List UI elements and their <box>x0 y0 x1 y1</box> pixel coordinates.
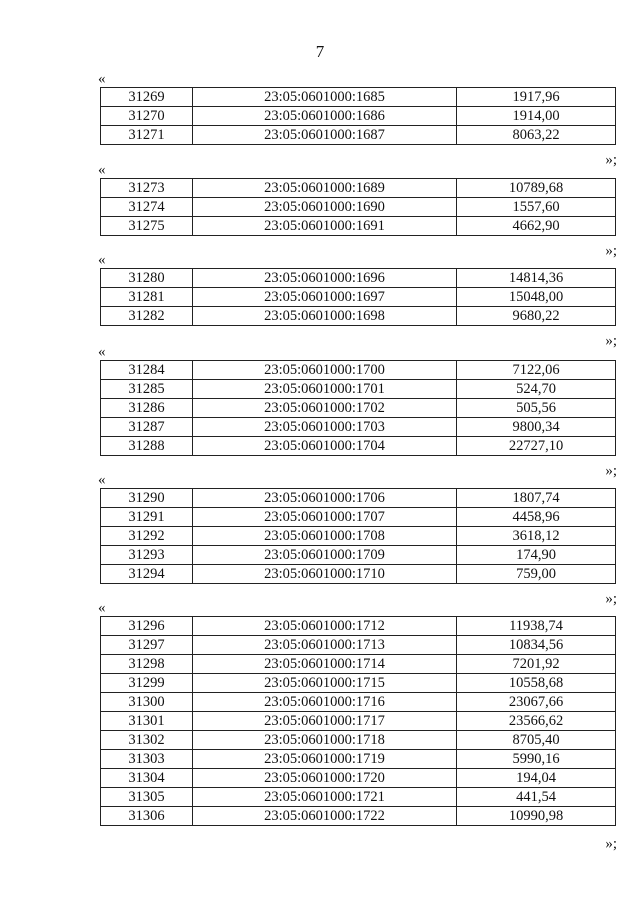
table-row <box>101 380 616 399</box>
table-row <box>101 126 616 145</box>
table-block <box>100 253 615 349</box>
table-row <box>101 179 616 198</box>
data-table <box>100 616 616 826</box>
parcel-number: 31269 <box>101 88 193 107</box>
value-cell: 505,56 <box>457 399 616 418</box>
close-quote: »; <box>605 152 617 168</box>
table-row <box>101 88 616 107</box>
table-row <box>101 288 616 307</box>
value-cell: 194,04 <box>457 769 616 788</box>
parcel-number: 31275 <box>101 217 193 236</box>
parcel-number: 31280 <box>101 269 193 288</box>
cadastral-number: 23:05:0601000:1722 <box>193 807 457 826</box>
cadastral-number: 23:05:0601000:1714 <box>193 655 457 674</box>
cadastral-number: 23:05:0601000:1707 <box>193 508 457 527</box>
value-cell: 10558,68 <box>457 674 616 693</box>
close-quote: »; <box>605 836 617 852</box>
cadastral-number: 23:05:0601000:1697 <box>193 288 457 307</box>
table-row <box>101 399 616 418</box>
open-quote: « <box>98 252 106 268</box>
open-quote: « <box>98 71 106 87</box>
value-cell: 23566,62 <box>457 712 616 731</box>
parcel-number: 31298 <box>101 655 193 674</box>
value-cell: 524,70 <box>457 380 616 399</box>
parcel-number: 31306 <box>101 807 193 826</box>
value-cell: 3618,12 <box>457 527 616 546</box>
table-row <box>101 674 616 693</box>
cadastral-number: 23:05:0601000:1717 <box>193 712 457 731</box>
table-row <box>101 636 616 655</box>
cadastral-number: 23:05:0601000:1708 <box>193 527 457 546</box>
table-block <box>100 163 615 259</box>
table-row <box>101 508 616 527</box>
open-quote: « <box>98 600 106 616</box>
parcel-number: 31288 <box>101 437 193 456</box>
cadastral-number: 23:05:0601000:1690 <box>193 198 457 217</box>
table-row <box>101 198 616 217</box>
parcel-number: 31271 <box>101 126 193 145</box>
close-quote: »; <box>605 463 617 479</box>
table-row <box>101 437 616 456</box>
value-cell: 7122,06 <box>457 361 616 380</box>
table-row <box>101 655 616 674</box>
cadastral-number: 23:05:0601000:1700 <box>193 361 457 380</box>
parcel-number: 31270 <box>101 107 193 126</box>
cadastral-number: 23:05:0601000:1698 <box>193 307 457 326</box>
table-row <box>101 788 616 807</box>
parcel-number: 31284 <box>101 361 193 380</box>
cadastral-number: 23:05:0601000:1718 <box>193 731 457 750</box>
table-row <box>101 489 616 508</box>
value-cell: 23067,66 <box>457 693 616 712</box>
table-row <box>101 361 616 380</box>
value-cell: 9800,34 <box>457 418 616 437</box>
value-cell: 14814,36 <box>457 269 616 288</box>
cadastral-number: 23:05:0601000:1706 <box>193 489 457 508</box>
parcel-number: 31273 <box>101 179 193 198</box>
cadastral-number: 23:05:0601000:1691 <box>193 217 457 236</box>
page-number: 7 <box>315 42 325 61</box>
cadastral-number: 23:05:0601000:1713 <box>193 636 457 655</box>
table-row <box>101 527 616 546</box>
close-quote: »; <box>605 243 617 259</box>
parcel-number: 31305 <box>101 788 193 807</box>
parcel-number: 31293 <box>101 546 193 565</box>
value-cell: 1557,60 <box>457 198 616 217</box>
table-row <box>101 807 616 826</box>
value-cell: 10789,68 <box>457 179 616 198</box>
parcel-number: 31304 <box>101 769 193 788</box>
table-row <box>101 769 616 788</box>
parcel-number: 31301 <box>101 712 193 731</box>
table-block <box>100 72 615 168</box>
cadastral-number: 23:05:0601000:1709 <box>193 546 457 565</box>
value-cell: 22727,10 <box>457 437 616 456</box>
cadastral-number: 23:05:0601000:1696 <box>193 269 457 288</box>
table-row <box>101 731 616 750</box>
parcel-number: 31294 <box>101 565 193 584</box>
data-table <box>100 360 616 456</box>
table-row <box>101 546 616 565</box>
cadastral-number: 23:05:0601000:1721 <box>193 788 457 807</box>
table-row <box>101 712 616 731</box>
value-cell: 8063,22 <box>457 126 616 145</box>
parcel-number: 31285 <box>101 380 193 399</box>
parcel-number: 31287 <box>101 418 193 437</box>
value-cell: 441,54 <box>457 788 616 807</box>
value-cell: 1914,00 <box>457 107 616 126</box>
table-row <box>101 693 616 712</box>
open-quote: « <box>98 162 106 178</box>
table-row <box>101 750 616 769</box>
value-cell: 10990,98 <box>457 807 616 826</box>
data-table <box>100 178 616 236</box>
data-table <box>100 488 616 584</box>
cadastral-number: 23:05:0601000:1720 <box>193 769 457 788</box>
table-block <box>100 601 615 852</box>
parcel-number: 31286 <box>101 399 193 418</box>
cadastral-number: 23:05:0601000:1702 <box>193 399 457 418</box>
value-cell: 10834,56 <box>457 636 616 655</box>
cadastral-number: 23:05:0601000:1703 <box>193 418 457 437</box>
parcel-number: 31300 <box>101 693 193 712</box>
table-row <box>101 217 616 236</box>
cadastral-number: 23:05:0601000:1686 <box>193 107 457 126</box>
close-quote: »; <box>605 591 617 607</box>
value-cell: 11938,74 <box>457 617 616 636</box>
cadastral-number: 23:05:0601000:1701 <box>193 380 457 399</box>
cadastral-number: 23:05:0601000:1710 <box>193 565 457 584</box>
parcel-number: 31302 <box>101 731 193 750</box>
value-cell: 1917,96 <box>457 88 616 107</box>
table-row <box>101 307 616 326</box>
value-cell: 1807,74 <box>457 489 616 508</box>
value-cell: 759,00 <box>457 565 616 584</box>
table-block <box>100 345 615 479</box>
value-cell: 9680,22 <box>457 307 616 326</box>
data-table <box>100 268 616 326</box>
cadastral-number: 23:05:0601000:1687 <box>193 126 457 145</box>
table-row <box>101 107 616 126</box>
close-quote: »; <box>605 333 617 349</box>
cadastral-number: 23:05:0601000:1689 <box>193 179 457 198</box>
parcel-number: 31296 <box>101 617 193 636</box>
cadastral-number: 23:05:0601000:1685 <box>193 88 457 107</box>
table-row <box>101 269 616 288</box>
value-cell: 15048,00 <box>457 288 616 307</box>
parcel-number: 31291 <box>101 508 193 527</box>
cadastral-number: 23:05:0601000:1719 <box>193 750 457 769</box>
table-block <box>100 473 615 607</box>
table-row <box>101 418 616 437</box>
table-row <box>101 617 616 636</box>
value-cell: 4662,90 <box>457 217 616 236</box>
parcel-number: 31299 <box>101 674 193 693</box>
value-cell: 5990,16 <box>457 750 616 769</box>
parcel-number: 31281 <box>101 288 193 307</box>
open-quote: « <box>98 344 106 360</box>
value-cell: 8705,40 <box>457 731 616 750</box>
value-cell: 7201,92 <box>457 655 616 674</box>
cadastral-number: 23:05:0601000:1716 <box>193 693 457 712</box>
value-cell: 174,90 <box>457 546 616 565</box>
value-cell: 4458,96 <box>457 508 616 527</box>
parcel-number: 31282 <box>101 307 193 326</box>
cadastral-number: 23:05:0601000:1704 <box>193 437 457 456</box>
parcel-number: 31290 <box>101 489 193 508</box>
open-quote: « <box>98 472 106 488</box>
data-table <box>100 87 616 145</box>
parcel-number: 31292 <box>101 527 193 546</box>
parcel-number: 31274 <box>101 198 193 217</box>
table-row <box>101 565 616 584</box>
parcel-number: 31297 <box>101 636 193 655</box>
cadastral-number: 23:05:0601000:1712 <box>193 617 457 636</box>
cadastral-number: 23:05:0601000:1715 <box>193 674 457 693</box>
parcel-number: 31303 <box>101 750 193 769</box>
